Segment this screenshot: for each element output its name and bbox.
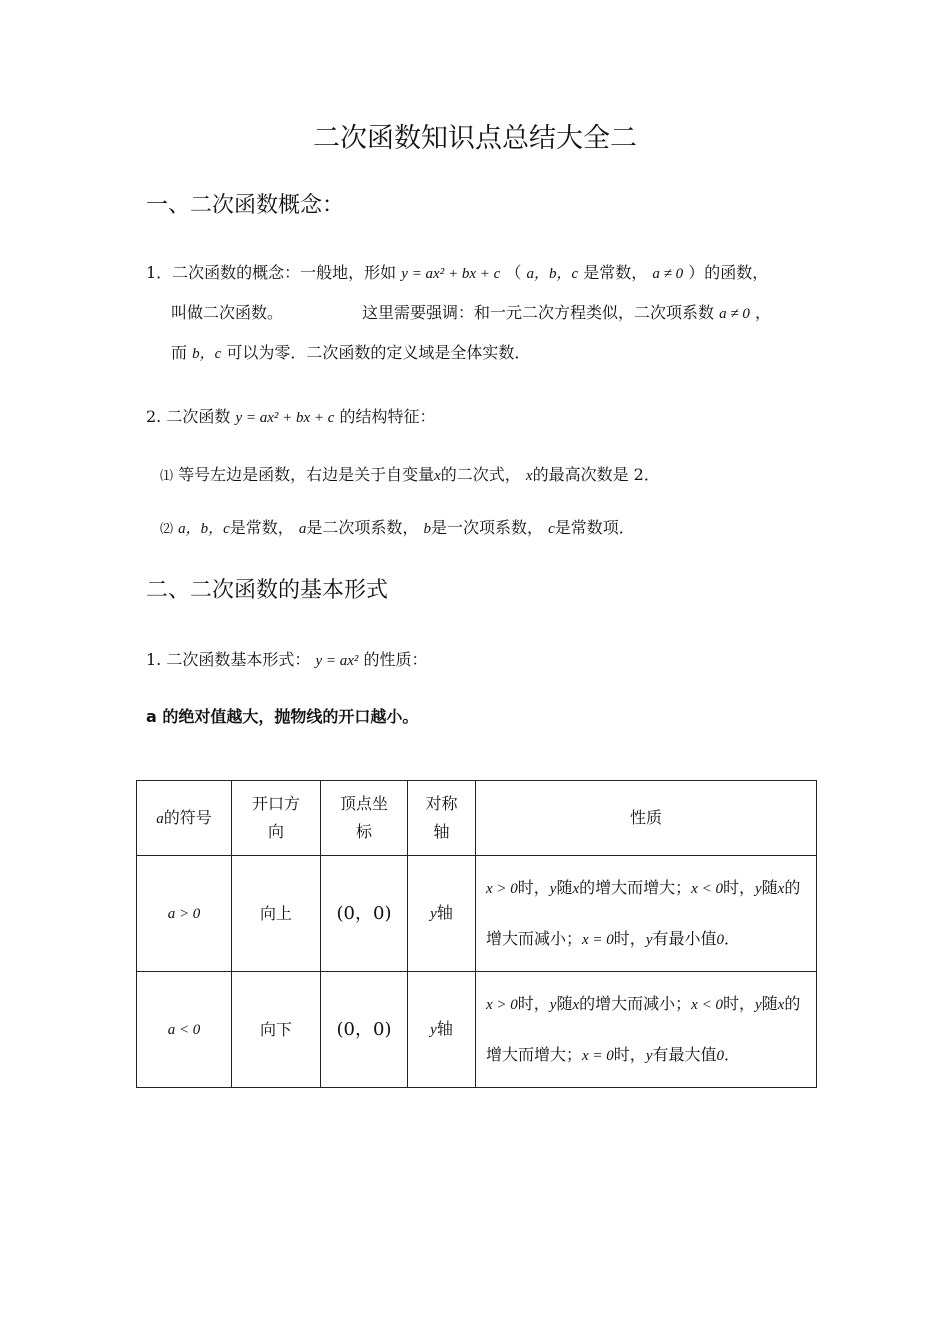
text: 时，	[722, 877, 755, 897]
text: 随	[556, 877, 573, 897]
text: ．	[724, 928, 741, 948]
label: 2. 二次函数	[146, 407, 231, 426]
cell-sign	[137, 972, 232, 1088]
formula: y = ax²	[315, 653, 359, 669]
value: a < 0	[167, 1022, 201, 1038]
properties-table	[136, 780, 817, 1088]
text: ）的函数，	[688, 263, 769, 282]
header-property: 性质	[476, 781, 817, 856]
math: y	[549, 880, 557, 897]
constants: b，c	[192, 346, 222, 362]
text: 是二次项系数，	[306, 518, 419, 537]
structure-sub-2	[160, 515, 635, 538]
text: ．	[724, 1044, 741, 1064]
header-axis	[408, 781, 476, 856]
condition: a ≠ 0	[652, 266, 684, 282]
text: 的最高次数是 2．	[532, 465, 660, 484]
cell-opening: 向下	[232, 972, 321, 1088]
basic-form-line	[146, 647, 428, 670]
math: x = 0	[582, 931, 614, 948]
text: 可以为零．二次函数的定义域是全体实数．	[226, 343, 531, 362]
text: 随	[556, 993, 573, 1013]
math: y	[754, 880, 762, 897]
text: 的结构特征：	[339, 407, 436, 426]
concept-line-2a: 叫做二次函数。	[171, 303, 284, 322]
math: x = 0	[582, 1047, 614, 1064]
text: 对称	[425, 794, 458, 813]
text: 标	[355, 822, 372, 841]
text: 是一次项系数，	[431, 518, 544, 537]
text: 时，	[722, 993, 755, 1013]
text: 的增大而减小；	[486, 877, 801, 948]
cell-axis	[408, 972, 476, 1088]
list-number: ⑵	[160, 522, 174, 537]
text: 1．二次函数的概念：一般地，形如	[146, 263, 397, 282]
text: 等号左边是函数，右边是关于自变量	[178, 465, 435, 484]
text: 时，	[613, 928, 646, 948]
math: x > 0	[486, 996, 518, 1013]
text: 有最大值	[652, 1044, 717, 1064]
text: 开口方	[251, 794, 300, 813]
text: 的增大而增大；	[579, 877, 692, 897]
text: 是常数，	[583, 263, 648, 282]
math: y	[754, 996, 762, 1013]
math: 0	[716, 931, 724, 948]
var: x	[525, 468, 533, 484]
math: y	[645, 1047, 653, 1064]
list-number: ⑴	[160, 469, 174, 484]
math: x < 0	[691, 996, 723, 1013]
text: 时，	[613, 1044, 646, 1064]
text: 是常数项．	[554, 518, 635, 537]
text: （	[505, 263, 522, 282]
text: 的性质：	[363, 650, 428, 669]
cell-property	[476, 856, 817, 972]
condition: a ≠ 0	[719, 306, 750, 322]
text: 时，	[517, 993, 550, 1013]
math: x	[572, 880, 580, 897]
value: a > 0	[167, 906, 201, 922]
page-title: 二次函数知识点总结大全二	[313, 123, 637, 154]
var: x	[434, 468, 441, 484]
cell-sign	[137, 856, 232, 972]
text: 是常数，	[229, 518, 294, 537]
math: y	[645, 931, 653, 948]
constants: a，b，c	[526, 266, 579, 282]
cell-vertex: (0，0)	[321, 856, 408, 972]
cell-vertex: (0，0)	[321, 972, 408, 1088]
concept-line-1	[146, 260, 768, 283]
section-heading-forms: 二、二次函数的基本形式	[146, 578, 389, 603]
var: y	[430, 906, 437, 922]
text: 的增大而增大；	[486, 993, 801, 1064]
var: b	[423, 521, 431, 537]
math: x < 0	[691, 880, 723, 897]
vars: a，b，c	[178, 521, 230, 537]
concept-line-3	[171, 340, 530, 363]
math: x > 0	[486, 880, 518, 897]
table-header-row	[137, 781, 817, 856]
bold-note: a 的绝对值越大，抛物线的开口越小。	[146, 707, 419, 726]
text: 顶点坐	[339, 794, 388, 813]
text: 随	[761, 877, 778, 897]
text: 向	[267, 822, 284, 841]
cell-opening: 向上	[232, 856, 321, 972]
math: x	[777, 996, 785, 1013]
var: a	[298, 521, 307, 537]
cell-property	[476, 972, 817, 1088]
concept-line-2b	[362, 300, 771, 323]
header-sign	[137, 781, 232, 856]
section-heading-concept: 一、二次函数概念：	[146, 193, 345, 218]
var: y	[430, 1022, 437, 1038]
text: 轴	[433, 822, 450, 841]
label: 1. 二次函数基本形式：	[146, 650, 311, 669]
text: 的符号	[163, 807, 212, 827]
math: x	[777, 880, 785, 897]
text: 这里需要强调：和一元二次方程类似，二次项系数	[362, 303, 715, 322]
table-row	[137, 972, 817, 1088]
header-opening	[232, 781, 321, 856]
text: 轴	[436, 1019, 453, 1038]
math: 0	[716, 1047, 724, 1064]
formula: y = ax² + bx + c	[401, 266, 501, 282]
formula: y = ax² + bx + c	[235, 410, 335, 426]
text: 随	[761, 993, 778, 1013]
math: x	[572, 996, 580, 1013]
text: ，	[754, 303, 771, 322]
structure-line	[146, 404, 436, 427]
var: c	[548, 521, 555, 537]
text: 的增大而减小；	[579, 993, 692, 1013]
cell-axis	[408, 856, 476, 972]
text: 轴	[436, 903, 453, 922]
var: a	[156, 810, 164, 827]
header-vertex	[321, 781, 408, 856]
structure-sub-1	[160, 462, 660, 485]
text: 的二次式，	[440, 465, 521, 484]
math: y	[549, 996, 557, 1013]
text: 时，	[517, 877, 550, 897]
table-row	[137, 856, 817, 972]
text: 有最小值	[652, 928, 717, 948]
text: 而	[171, 343, 188, 362]
